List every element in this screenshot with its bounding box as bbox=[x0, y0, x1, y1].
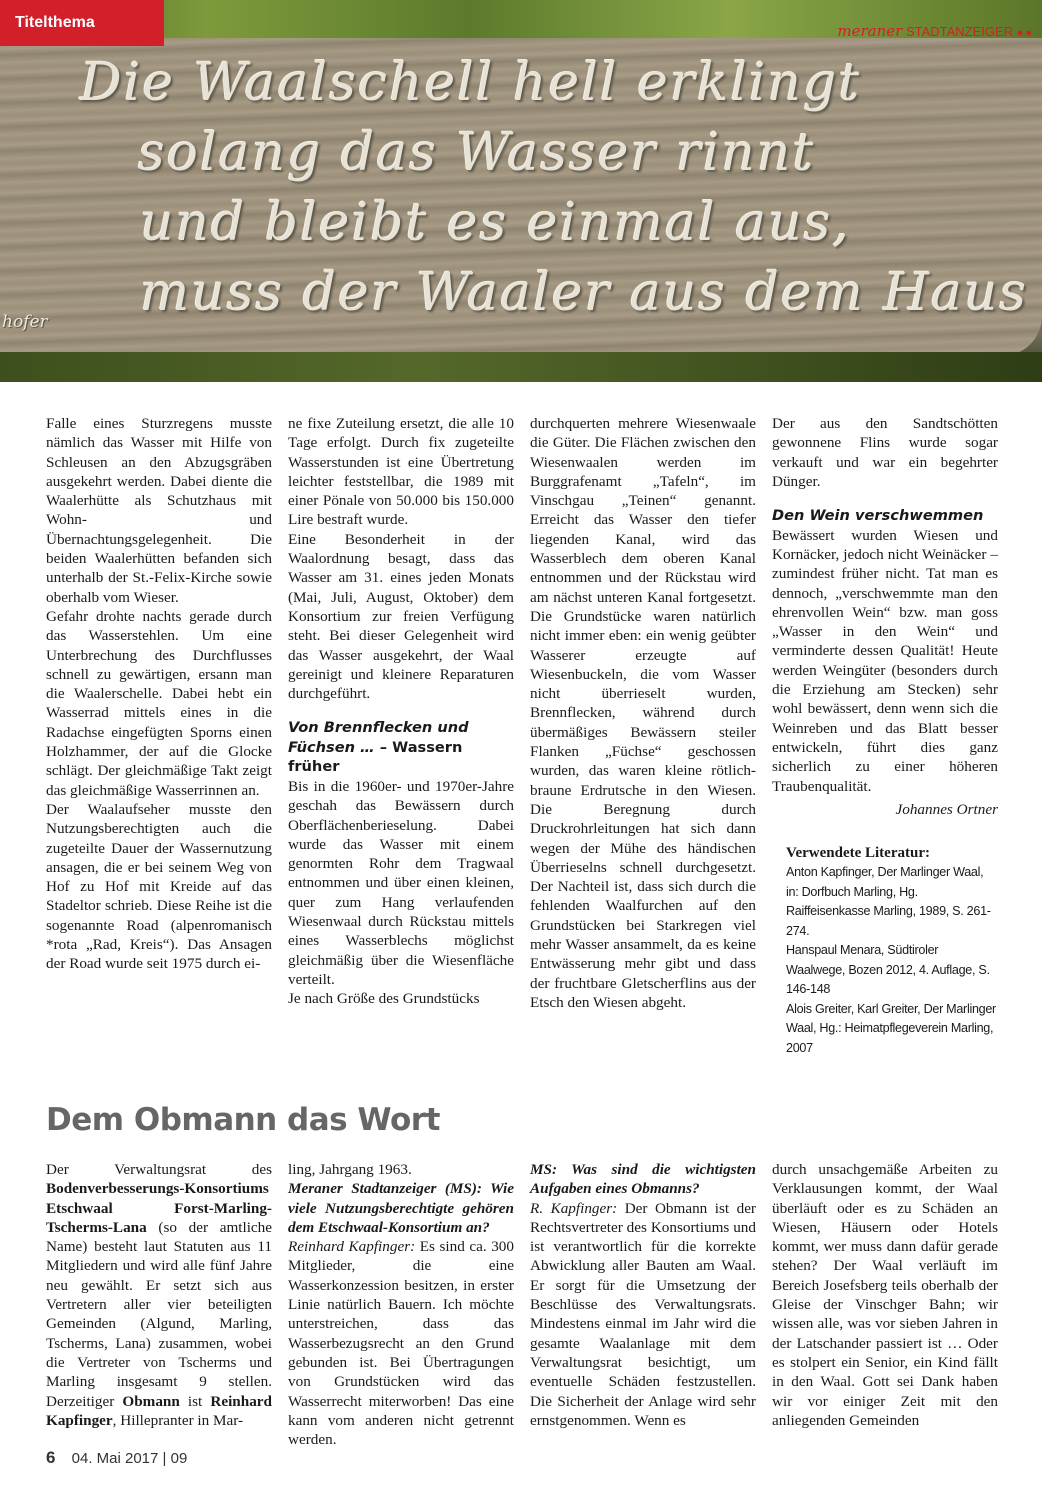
paragraph: ling, Jahrgang 1963. bbox=[288, 1161, 412, 1178]
question-text: MS: Was sind die wichtigsten Aufgaben eines Obmanns? bbox=[530, 1161, 756, 1198]
article1-column-3 bbox=[530, 414, 756, 1012]
interview-answer bbox=[288, 1237, 514, 1449]
subheading-rest: – Wassern früher bbox=[288, 738, 463, 776]
subheading-wein bbox=[772, 506, 998, 526]
inscription-line: muss der Waaler aus dem Haus bbox=[140, 263, 1028, 323]
paragraph: durchquerten mehrere Wiesenwaale die Güter. Die Flächen zwischen den Wiesenwaalen werden im Burggrafenamt „Tafeln“, im Vinschgau „Teinen“ genannt. Erreicht das Wasser den tiefer liegenden Kanal, wird das Wasserblech dem oberen Kanal entnommen und der Rückstau wird am nächst unteren Kanal fortgesetzt. Die Grundstücke waren natürlich nicht immer eben: ein wenig geübter Wasserer erzeugte auf Wiesenbuckeln, die vom Wasser nicht überrieselt wurden, Brennflecken, während durch übermäßiges Bewässern steiler Flanken „Füchse“ geschossen wurden, das waren kleine rötlich-braune Erdrutsche in den Wiesen. Die Beregnung durch Druckrohrleitungen hat sich dann wegen der Mühe des händischen Überrieselns schnell durchgesetzt. Der Nachteil ist, dass sich durch die fehlenden Waalfurchen auf den Grundstücken bei Starkregen viel mehr Wasser ansammelt, da es keine Entwässerung mehr gibt und dass der fruchtbare Gletscherflins aus der Etsch den Wiesen abgeht. bbox=[530, 415, 756, 1011]
paragraph: Bis in die 1960er- und 1970er-Jahre geschah das Bewässern durch Oberflächenberieselung. Dabei wurde das Wasser mit einem genormten Rohr dem Tragwaal entnommen und über einen kleinen, quer zum Hang verlaufenden Wiesenwaal durch Rückstau mittels eines Wasserblechs möglichst gleichmäßig über die Wiesenfläche verteilt. bbox=[288, 777, 514, 988]
bold-text: Reinhard Kapfinger bbox=[46, 1392, 272, 1429]
answer-text: Es sind ca. 300 Mitglieder, die eine Wasserkonzession besitzen, in erster Linie natürlich Bauern. Ich möchte unterstreichen, dass das Wasserbezugsrecht an den Grund gebunden ist. Bei Übertragungen von Grundstücken wird das Wasserrecht miterworben! Das eine kann vom anderen nicht getrennt werden. bbox=[288, 1238, 514, 1449]
answer-text: Der Obmann ist der Rechtsvertreter des Konsortiums und ist verantwortlich für die korrekte Abwicklung aller Bauten am Waal. Er sorgt für die Umsetzung der Beschlüsse des Verwaltungsrats. Mindestens einmal im Jahr wird die gesamte Waalanlage mit dem Verwaltungsrat besichtigt, um eventuelle Schäden festzustellen. Die Sicherheit der Anlage wird sehr ernstgenommen. Wenn es bbox=[530, 1199, 756, 1429]
paragraph: Eine Besonderheit in der Waalordnung besagt, dass das Wasser am 31. eines jeden Monats (Mai, Juli, August, Oktober) dem Konsortium zur freien Verfügung steht. Bei dieser Gelegenheit wird das Wasser ausgekehrt, der Waal gereinigt und kleinere Reparaturen durchgeführt. bbox=[288, 530, 514, 703]
paragraph: Bewässert wurden Wiesen und Kornäcker, jedoch nicht Weinäcker – zumindest früher nicht. Tat man es dennoch, „verschwemmte man den ehrenvollen Wein“ bzw. man goss „Wasser in den Wein“ und verminderte dessen Qualität! Heute werden Weingüter (besonders durch die Erziehung am Stecken) sehr wohl bewässert, denn wenn sich die Weinreben und das Blatt besser entwickeln, führt dies ganz sicherlich zu einer höheren Traubenqualität. bbox=[772, 526, 998, 795]
article2-column-2 bbox=[288, 1160, 514, 1449]
paragraph: Der aus den Sandtschötten gewonnene Flins wurde sogar verkauft und war ein begehrter Dünger. bbox=[772, 415, 998, 490]
speaker-name: R. Kapfinger: bbox=[530, 1199, 618, 1217]
article1-column-4 bbox=[772, 414, 998, 1058]
inscription-line: Die Waalschell hell erklingt bbox=[80, 53, 862, 113]
sign-inscription bbox=[60, 48, 1028, 328]
speaker-name: Reinhard Kapfinger: bbox=[288, 1238, 416, 1256]
article1-column-2 bbox=[288, 414, 514, 1009]
author-byline: Johannes Ortner bbox=[895, 800, 998, 818]
bold-text: Obmann bbox=[122, 1392, 180, 1410]
paragraph: Je nach Größe des Grundstücks bbox=[288, 990, 480, 1008]
interview-question bbox=[288, 1179, 514, 1237]
grass-ground bbox=[0, 352, 1042, 382]
interview-question bbox=[530, 1160, 756, 1199]
inscription-line: und bleibt es einmal aus, bbox=[140, 193, 851, 253]
text: Der Verwaltungsrat des bbox=[46, 1161, 272, 1178]
paragraph bbox=[46, 1160, 272, 1430]
page-number: 6 bbox=[46, 1448, 56, 1467]
literature-item: Hanspaul Menara, Südtiroler Waalwege, Bozen 2012, 4. Auflage, S. 146-148 bbox=[786, 943, 990, 997]
literature-box bbox=[772, 843, 998, 1058]
question-text: Meraner Stadtanzeiger (MS): Wie viele Nutzungsberechtigte gehören dem Etschwaal-Konsortium an? bbox=[288, 1180, 514, 1236]
literature-title: Verwendete Literatur: bbox=[786, 845, 930, 862]
literature-item: Alois Greiter, Karl Greiter, Der Marlinger Waal, Hg.: Heimatpflegeverein Marling, 2007 bbox=[786, 1001, 996, 1055]
masthead-dots: ●● bbox=[1016, 27, 1034, 39]
text: ist bbox=[179, 1392, 211, 1410]
bold-text: Bodenverbesserungs-Konsortiums Etschwaal Forst-Marling-Tscherms-Lana bbox=[46, 1180, 272, 1236]
article2-column-1 bbox=[46, 1160, 272, 1430]
text: , Hillepranter in Mar- bbox=[112, 1411, 244, 1429]
masthead-logo bbox=[837, 22, 1034, 40]
literature-item: Anton Kapfinger, Der Marlinger Waal, in: Dorfbuch Marling, Hg. Raiffeisenkasse Marling, 1989, S. 261-274. bbox=[786, 865, 991, 938]
subheading-italic: Den Wein verschwemmen bbox=[772, 507, 984, 525]
inscription-line: solang das Wasser rinnt bbox=[138, 123, 816, 183]
hero-photo bbox=[0, 0, 1042, 382]
paragraph: Gefahr drohte nachts gerade durch das Wasserstehlen. Um eine Unterbrechung des Durchflusses schnell zu gewärtigen, ersann man die Waalerschelle. Dabei hebt ein Wasserrad mittels eines in die Radachse eingefügten Sporns einen Holzhammer, der auf die Glocke schlägt. Der gleichmäßige Takt zeigt das gleichmäßige Wasserrinnen an. bbox=[46, 607, 272, 799]
text: (so der amtliche Name) besteht laut Statuten aus 11 Mitgliedern und wird alle fünf Jahre neu gewählt. Er setzt sich aus Vertretern aller vier beteiligten Gemeinden (Algund, Marling, Tscherms, Lana) zusammen, wobei die Vertreter von Tscherms und Marling insgesamt 9 stellen. Derzeitiger bbox=[46, 1218, 272, 1410]
page-footer bbox=[46, 1448, 187, 1468]
paragraph: Falle eines Sturzregens musste nämlich das Wasser mit Hilfe von Schleusen an den Abzugsgräben ausgekehrt werden. Dabei diente die Waalerhütte als Schutzhaus mit Wohn- und Übernachtungsgelegenheit. Die beiden Waalerhütten befanden sich unterhalb der St.-Felix-Kirche sowie oberhalb vom Wieser. bbox=[46, 415, 272, 606]
paragraph: durch unsachgemäße Arbeiten zu Verklausungen kommt, der Waal überläuft oder es zu Schäden an Wiesen, Häusern oder Hotels kommt, wer muss dann dafür gerade stehen? Der Waal verläuft im Bereich Josefsberg teils oberhalb der Gleise der Vinschger Bahn; wir wissen alle, was vor sieben Jahren in der Latschander passiert ist … Oder es stolpert ein Senior, ein Kind fällt in den Waal. Gott sei Dank haben wir vor einiger Zeit mit den anliegenden Gemeinden bbox=[772, 1161, 998, 1429]
article2-column-3 bbox=[530, 1160, 756, 1430]
subheading-wassern-frueher bbox=[288, 718, 514, 777]
issue-date: 04. Mai 2017 | 09 bbox=[71, 1450, 188, 1467]
subheading-italic: Von Brennflecken und Füchsen … bbox=[288, 719, 469, 756]
article1-column-1 bbox=[46, 414, 272, 974]
interview-answer bbox=[530, 1199, 756, 1431]
paragraph: ne fixe Zuteilung ersetzt, die alle 10 Tage erfolgt. Durch fix zugeteilte Wasserstunden ist eine Übertretung leichter feststellbar, die 1989 mit einer Pönale von 50.000 bis 150.000 Lire bestraft wurde. bbox=[288, 415, 514, 529]
article2-headline: Dem Obmann das Wort bbox=[46, 1102, 440, 1138]
paragraph: Der Waalaufseher musste den Nutzungsberechtigten auch die zugeteilte Dauer der Wassernutzung ansagen, die er bei seinem Weg von Hof zu Hof mit Kreide auf das Stadeltor schrieb. Diese Reihe ist die sogenannte Road (alpenromanisch *rota „Rad, Kreis“). Das Ansagen der Road wurde seit 1975 durch ei- bbox=[46, 800, 272, 973]
masthead-word-2: STADTANZEIGER bbox=[905, 24, 1014, 39]
carver-signature: hofer bbox=[2, 312, 48, 332]
section-label: Titelthema bbox=[0, 0, 164, 46]
masthead-word-1: meraner bbox=[837, 22, 903, 40]
article2-column-4 bbox=[772, 1160, 998, 1430]
